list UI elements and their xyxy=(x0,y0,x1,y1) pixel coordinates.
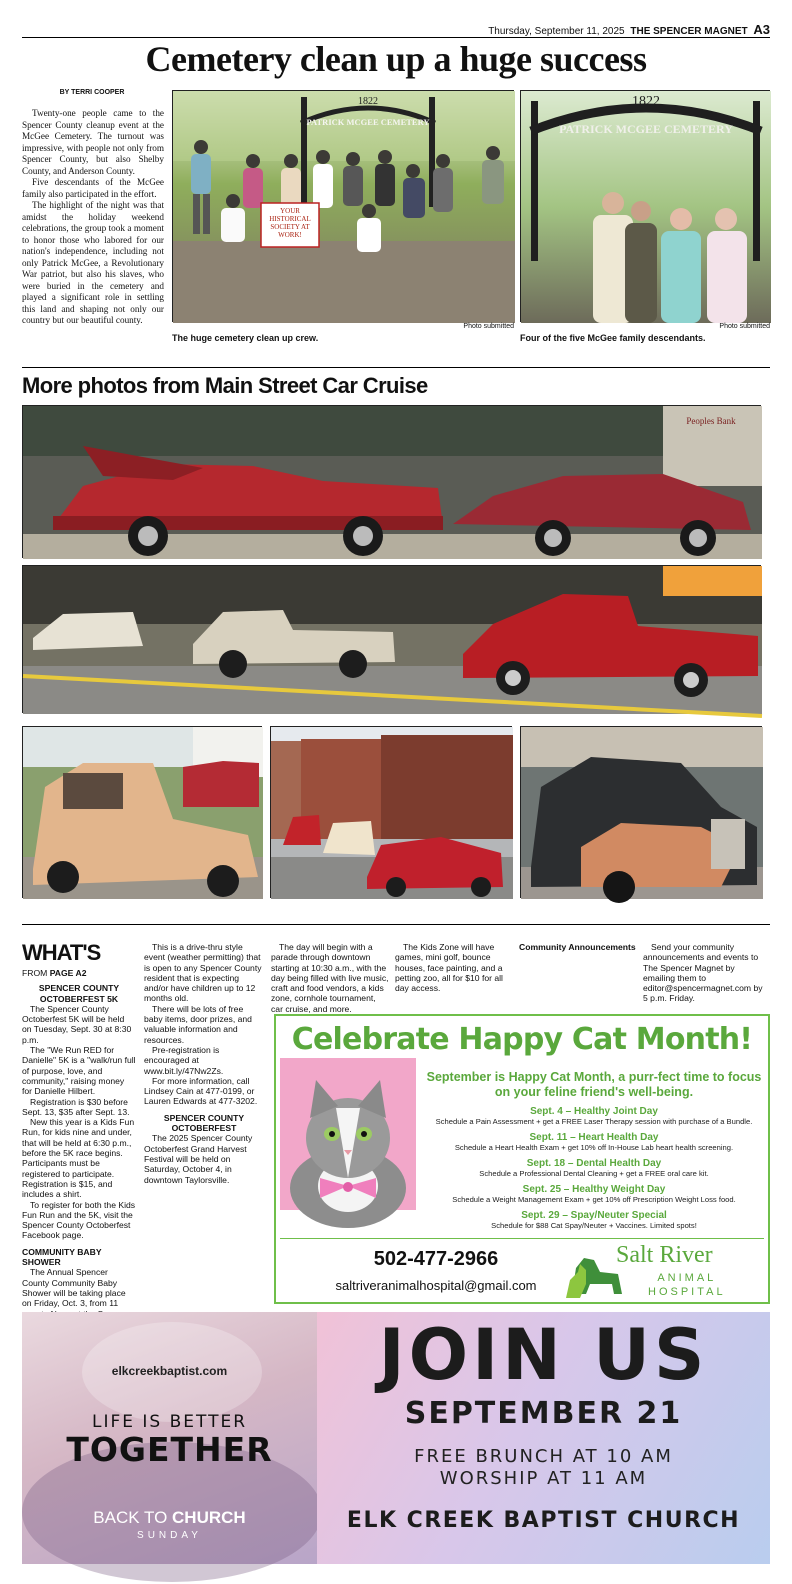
event-detail: Schedule a Professional Dental Cleaning + get a FREE oral care kit. xyxy=(479,1169,709,1178)
church-website: elkcreekbaptist.com xyxy=(111,1364,228,1378)
story-headline: Cemetery clean up a huge success xyxy=(145,39,647,79)
article-paragraph: New this year is a Kids Fun Run, for kids nine and under, that will be held at 6:30 p.m., before the 5K race begins. Participants must be registered to participate. Registration is $15, and includes a shirt. xyxy=(22,1117,135,1200)
event-heading: Sept. 4 – Healthy Joint Day xyxy=(530,1106,658,1117)
baby-shower-title: COMMUNITY BABY SHOWER xyxy=(22,1246,102,1268)
brunch-time-text: FREE BRUNCH AT 10 AM xyxy=(414,1446,673,1467)
descendants-photo xyxy=(520,90,770,322)
article-paragraph: This is a drive-thru style event (weather permitting) that is open to any Spencer County resident that is expecting and/or have children up to 12 months old. xyxy=(144,942,262,1004)
church-ad-left-panel xyxy=(22,1312,317,1564)
event-heading: Sept. 11 – Heart Health Day xyxy=(529,1132,659,1143)
article-paragraph: The day will begin with a parade through downtown starting at 10:30 a.m., with the day being filled with live music, craft and food vendors, a kids zone, cornhole tournament, car cruise, and more. xyxy=(271,942,389,1014)
elk-creek-church-ad xyxy=(22,1312,770,1564)
whats-column-3 xyxy=(271,942,389,1014)
car-cruise-photo-4 xyxy=(270,726,512,898)
story-paragraph: Five descendants of the McGee family also participated in the effort. xyxy=(22,177,164,199)
article-paragraph: For more information, call Lindsey Cain at 477-0199, or Lauren Edwards at 477-3202. xyxy=(144,1075,258,1107)
cleanup-crew-photo xyxy=(172,90,514,322)
whats-column-2 xyxy=(144,942,264,1185)
cat-with-bowtie-image xyxy=(280,1058,416,1210)
hospital-brand-sub xyxy=(648,1271,726,1299)
brand-sub-line: ANIMAL xyxy=(657,1272,717,1284)
photo-credit: Photo submitted xyxy=(463,323,514,330)
event-detail: Schedule a Pain Assessment + get a FREE Laser Therapy session with purchase of a Bundle. xyxy=(435,1117,753,1126)
worship-time-text: WORSHIP AT 11 AM xyxy=(439,1468,648,1489)
page-header xyxy=(22,22,770,38)
car-cruise-photo-5 xyxy=(520,726,762,898)
rusty-truck-image xyxy=(521,727,763,899)
ad-divider xyxy=(280,1238,764,1239)
article-paragraph: Send your community announcements and events to The Spencer Magnet by emailing them to editor@spencermagnet.com by 5 p.m. Friday. xyxy=(643,942,763,1004)
historical-society-sign: YOUR HISTORICAL SOCIETY AT WORK! xyxy=(269,207,311,239)
arch-name-text: PATRICK MCGEE CEMETERY xyxy=(559,122,733,136)
octoberfest-5k-title: SPENCER COUNTY OCTOBERFEST 5K xyxy=(38,983,120,1004)
story-body xyxy=(22,108,164,327)
sunday-text: SUNDAY xyxy=(137,1530,202,1541)
article-paragraph: The 2025 Spencer County Octoberfest Grand Harvest Festival will be held on Saturday, October 4, in downtown Taylorsville. xyxy=(144,1133,253,1185)
whats-column-4 xyxy=(395,942,513,993)
photo-caption: Four of the five McGee family descendants. xyxy=(520,333,706,343)
article-paragraph: The Kids Zone will have games, mini golf, bounce houses, face painting, and a petting zoo, all for $10 for all day access. xyxy=(395,942,503,994)
page-number: A3 xyxy=(753,22,770,37)
cat-ad-title: Celebrate Happy Cat Month! xyxy=(291,1022,753,1057)
section-divider xyxy=(22,924,770,925)
byline: BY TERRI COOPER xyxy=(59,89,125,96)
community-announcements-title: Community Announcements xyxy=(519,942,636,952)
event-detail: Schedule a Weight Management Exam + get 10% off Prescription Weight Loss food. xyxy=(452,1195,736,1204)
story-paragraph: The highlight of the night was that amidst the holiday weekend celebrations, the group took a moment to honor those who labored for our nation's independence, including not only Patrick McGee, a Revolutionary War patriot, but also his slaves, who were buried in the cemetery and played a significant role in settling this land and shaping not only our country but our beautiful county. xyxy=(22,200,164,325)
section-divider xyxy=(22,367,770,368)
event-heading: Sept. 29 – Spay/Neuter Special xyxy=(521,1210,667,1221)
hospital-brand-name: Salt River xyxy=(616,1242,713,1268)
article-paragraph: The "We Run RED for Danielle" 5K is a "walk/run full of purpose, love, and community," raising money for Danielle Hilbert. xyxy=(22,1045,136,1097)
event-heading: Sept. 25 – Healthy Weight Day xyxy=(522,1184,666,1195)
car-cruise-photo-1 xyxy=(22,405,761,558)
brand-sub-line: HOSPITAL xyxy=(648,1286,726,1298)
downtown-street-cars-image xyxy=(271,727,513,899)
back-to-church-text xyxy=(22,1508,317,1528)
arch-year-text: 1822 xyxy=(632,94,660,109)
hospital-email: saltriveranimalhospital@gmail.com xyxy=(335,1278,537,1293)
cat-ad-event xyxy=(424,1106,764,1126)
whats-column-5 xyxy=(519,942,637,952)
issue-date: Thursday, September 11, 2025 xyxy=(488,26,625,37)
back-to-word: BACK TO xyxy=(93,1508,168,1527)
whats-heading: WHAT'S xyxy=(22,940,101,965)
cat-ad-event xyxy=(424,1158,764,1178)
arch-name-text: PATRICK MCGEE CEMETERY xyxy=(306,117,430,127)
cat-ad-event xyxy=(424,1184,764,1204)
jump-line xyxy=(22,968,136,978)
cat-ad-event xyxy=(424,1132,764,1152)
church-word: CHURCH xyxy=(172,1508,246,1527)
happy-cat-month-ad xyxy=(274,1014,770,1304)
photo-caption: The huge cemetery clean up crew. xyxy=(172,333,319,343)
paper-name: THE SPENCER MAGNET xyxy=(630,26,748,37)
red-muscle-cars-image xyxy=(23,406,762,559)
join-us-text: JOIN US xyxy=(378,1314,709,1396)
article-paragraph: There will be lots of free baby items, door prizes, and valuable information and resources. xyxy=(144,1003,252,1045)
cleanup-crew-image xyxy=(173,91,515,323)
event-detail: Schedule a Heart Health Exam + get 10% off In-House Lab heart health screening. xyxy=(454,1143,734,1152)
whats-column-1 xyxy=(22,968,136,1309)
article-paragraph: To register for both the Kids Fun Run and the 5K, visit the Spencer County Octoberfest Facebook page. xyxy=(22,1199,136,1241)
car-cruise-photo-3 xyxy=(22,726,262,898)
whats-column-6 xyxy=(643,942,767,1004)
jump-from-label: FROM xyxy=(22,968,48,978)
vintage-coupe-image xyxy=(23,727,263,899)
church-name-text: ELK CREEK BAPTIST CHURCH xyxy=(346,1508,741,1533)
hospital-phone: 502-477-2966 xyxy=(373,1248,499,1270)
descendants-image xyxy=(521,91,771,323)
life-is-better-text: LIFE IS BETTER xyxy=(91,1412,248,1432)
event-heading: Sept. 18 – Dental Health Day xyxy=(526,1158,662,1169)
jump-page: PAGE A2 xyxy=(49,968,87,978)
event-date-text: SEPTEMBER 21 xyxy=(404,1396,683,1431)
car-cruise-photo-2 xyxy=(22,565,761,713)
article-paragraph: Pre-registration is encouraged at www.bit.ly/47Nw2Zs. xyxy=(144,1044,224,1076)
article-paragraph: The Spencer County Octoberfest 5K will be held on Tuesday, Sept. 30 at 8:30 p.m. xyxy=(22,1003,132,1045)
car-cruise-heading: More photos from Main Street Car Cruise xyxy=(22,373,428,398)
trucks-on-main-street-image xyxy=(23,566,762,714)
octoberfest-title: SPENCER COUNTY OCTOBERFEST xyxy=(163,1112,245,1134)
article-paragraph: Registration is $30 before Sept. 13, $35 after Sept. 13. xyxy=(22,1096,130,1117)
event-detail: Schedule for $88 Cat Spay/Neuter + Vaccines. Limited spots! xyxy=(491,1221,697,1230)
article-paragraph: The Annual Spencer County Community Baby Shower will be taking place on Friday, Oct. 3, from 11 xyxy=(22,1267,126,1309)
photo-credit: Photo submitted xyxy=(719,323,770,330)
together-text: TOGETHER xyxy=(66,1430,273,1469)
cat-ad-event xyxy=(424,1210,764,1230)
story-paragraph: Twenty-one people came to the Spencer County cleanup event at the McGee Cemetery. The turnout was impressive, with people not only from Spencer County, but also Shelby County, and Anderson County. xyxy=(22,108,164,176)
bank-sign-text: Peoples Bank xyxy=(686,416,736,426)
cat-ad-tagline: September is Happy Cat Month, a purr-fect time to focus on your feline friend's well-being. xyxy=(426,1070,762,1099)
arch-year-text: 1822 xyxy=(358,96,378,107)
